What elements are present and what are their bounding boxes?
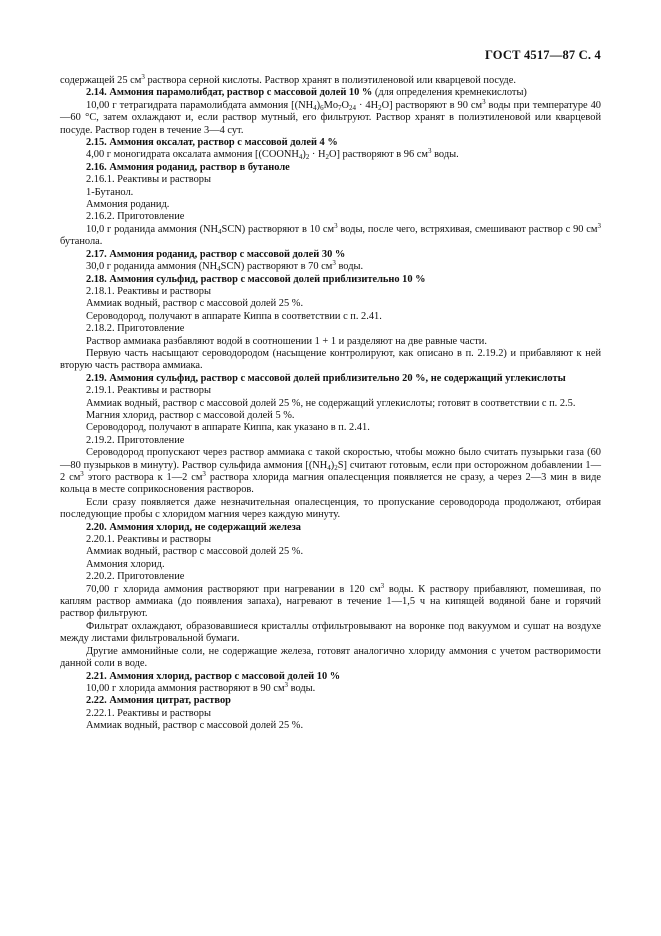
paragraph: Раствор аммиака разбавляют водой в соотношении 1 + 1 и разделяют на две равные части. [86, 335, 487, 347]
paragraph: Магния хлорид, раствор с массовой долей 5 %. [86, 409, 295, 421]
paragraph: 70,00 г хлорида аммония растворяют при нагревании в 120 $см^3$ воды. К раствору прибавляют, помешивая, по каплям раствор аммиака (до появления запаха), нагревают в течение 1—1,5 ч на кипящей водяной бане и горячий раствор фильтруют. [60, 581, 602, 620]
paragraph: Аммиак водный, раствор с массовой долей 25 %. [86, 298, 304, 310]
paragraph: Сероводород, получают в аппарате Киппа, как указано в п. 2.41. [86, 422, 370, 434]
paragraph: 2.19.1. Реактивы и растворы [86, 385, 211, 397]
paragraph: Сероводород пропускают через раствор аммиака с такой скоростью, чтобы можно было считать пузырьки газа (60—80 пузырьков в минуту). Раствор сульфида аммония $[(NH_4)_2S]$ считают готовым, если при осторожном добавлении 1—2 $см^3$ этого раствора к 1—2 $см^3$ раствора хлорида магния опалесценция появляется не сразу, а через 2—3 мин в виде кольца в месте соприкосновения растворов. [60, 447, 602, 496]
paragraph: Аммиак водный, раствор с массовой долей 25 %. [86, 720, 304, 732]
paragraph: 2.20.1. Реактивы и растворы [86, 534, 211, 546]
paragraph: Аммиак водный, раствор с массовой долей 25 %. [86, 546, 304, 558]
section-heading: 2.16. Аммония роданид, раствор в бутаноле [86, 161, 290, 173]
paragraph: Фильтрат охлаждают, образовавшиеся кристаллы отфильтровывают на воронке под вакуумом и сушат на воздухе между листами фильтровальной бумаги. [60, 620, 601, 645]
section-heading: 2.19. Аммония сульфид, раствор с массовой долей приблизительно 20 %, не содержащий углекислоты [86, 372, 566, 384]
section-heading: 2.20. Аммония хлорид, не содержащий железа [86, 521, 301, 533]
paragraph: 30,0 г роданида аммония $(NH_4SCN)$ растворяют в 70 $см^3$ воды. [86, 259, 364, 274]
section-heading: 2.17. Аммония роданид, раствор с массовой долей 30 % [86, 248, 346, 260]
section-heading: 2.21. Аммония хлорид, раствор с массовой долей 10 % [86, 670, 341, 682]
section-heading-note: (для определения кремнекислоты) [372, 87, 527, 99]
paragraph: Первую часть насыщают сероводородом (насыщение контролируют, как описано в п. 2.19.2) и прибавляют к ней вторую часть раствора аммиака. [60, 347, 601, 372]
paragraph: 1-Бутанол. [86, 186, 134, 198]
paragraph: 2.20.2. Приготовление [86, 571, 185, 583]
section-heading: 2.14. Аммония парамолибдат, раствор с массовой долей 10 % (для определения кремнекислоты) [86, 87, 527, 99]
paragraph: 4,00 г моногидрата оксалата аммония $[(COONH_4)_2 \cdot H_2O]$ растворяют в 96 $см^3$ воды. [86, 147, 459, 162]
paragraph: 10,00 г тетрагидрата парамолибдата аммония $[(NH_4)_6Mo_7O_{24} \cdot 4H_2O]$ растворяют в 90 $см^3$ воды при температуре 40—60 °С, затем охлаждают и, если раствор мутный, его фильтруют. Раствор хранят в полиэтиленовой или кварцевой посуде. Раствор годен в течение 3—4 сут. [60, 97, 601, 136]
paragraph: 2.16.1. Реактивы и растворы [86, 174, 211, 186]
paragraph: Аммония хлорид. [86, 558, 165, 570]
section-heading: 2.22. Аммония цитрат, раствор [86, 695, 231, 707]
paragraph: 2.22.1. Реактивы и растворы [86, 707, 211, 719]
paragraph: Другие аммонийные соли, не содержащие железа, готовят аналогично хлориду аммония с учетом растворимости данной соли в воде. [60, 645, 601, 670]
paragraph: 2.19.2. Приготовление [86, 434, 185, 446]
paragraph: 2.18.1. Реактивы и растворы [86, 285, 211, 297]
page-header: ГОСТ 4517—87 С. 4 [484, 48, 601, 62]
paragraph: Аммиак водный, раствор с массовой долей 25 %, не содержащий углекислоты; готовят в соответствии с п. 2.5. [86, 397, 576, 409]
paragraph: Сероводород, получают в аппарате Киппа в соответствии с п. 2.41. [86, 310, 382, 322]
paragraph: 10,00 г хлорида аммония растворяют в 90 $см^3$ воды. [86, 680, 316, 694]
paragraph: 10,0 г роданида аммония $(NH_4SCN)$ растворяют в 10 $см^3$ воды, после чего, встряхивая, смешивают раствор с 90 $см^3$ бутанола. [60, 221, 601, 248]
paragraph: Аммония роданид. [86, 199, 170, 211]
section-heading: 2.18. Аммония сульфид, раствор с массовой долей приблизительно 10 % [86, 273, 426, 285]
section-heading: 2.15. Аммония оксалат, раствор с массовой долей 4 % [86, 137, 338, 149]
paragraph: 2.16.2. Приготовление [86, 211, 185, 223]
paragraph: 2.18.2. Приготовление [86, 323, 185, 335]
paragraph: Если сразу появляется даже незначительная опалесценция, то пропускание сероводорода продолжают, отбирая последующие пробы с хлоридом магния через каждую минуту. [60, 496, 601, 521]
document-body [60, 75, 601, 733]
paragraph: содержащей 25 $см^3$ раствора серной кислоты. Раствор хранят в полиэтиленовой или кварцевой посуде. [60, 73, 516, 86]
